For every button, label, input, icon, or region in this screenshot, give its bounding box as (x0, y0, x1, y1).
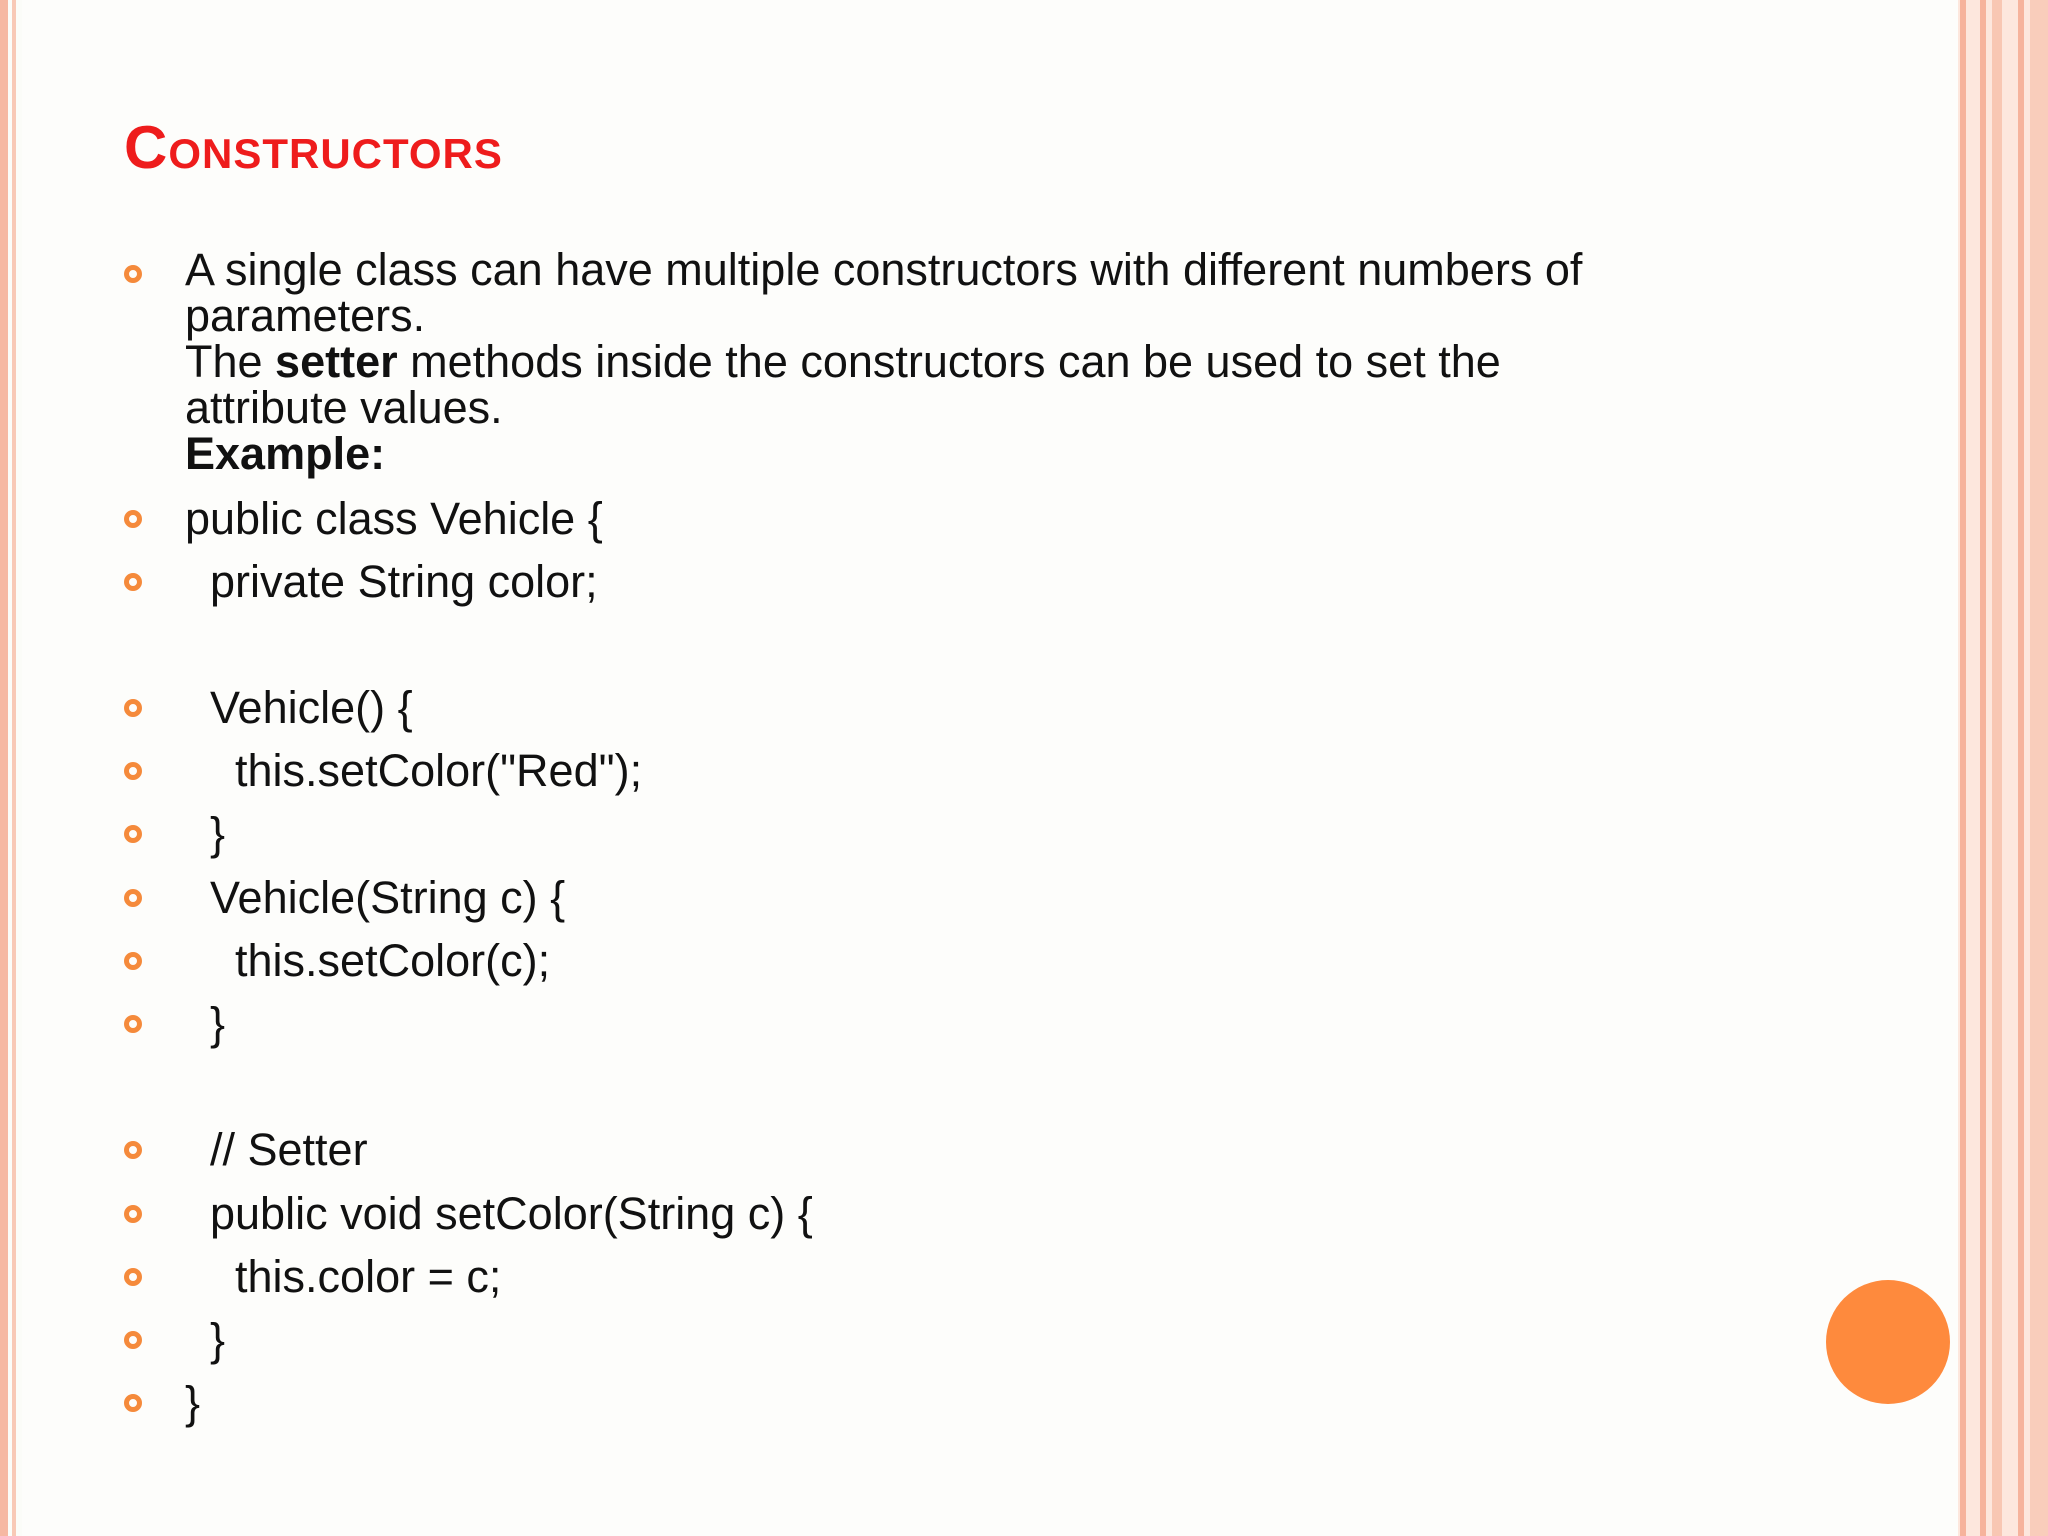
intro-line: A single class can have multiple constructors with different numbers of (185, 244, 1583, 295)
bullet-circle-icon (124, 510, 142, 528)
code-line: this.color = c; (185, 1251, 502, 1302)
setter-keyword: setter (275, 336, 398, 387)
right-border-stripe (2018, 0, 2024, 1536)
left-border-stripe (0, 0, 8, 1536)
bullet-circle-icon (124, 762, 142, 780)
bullet-circle-icon (124, 1141, 142, 1159)
code-line: public void setColor(String c) { (185, 1188, 813, 1239)
code-line: } (185, 808, 226, 859)
code-line: public class Vehicle { (185, 493, 603, 544)
right-border-stripe (2030, 0, 2048, 1536)
bullet-circle-icon (124, 573, 142, 591)
code-line: this.setColor(c); (185, 935, 551, 986)
intro-text-segment: The (185, 336, 276, 387)
bullet-circle-icon (124, 1394, 142, 1412)
intro-line: attribute values. (185, 382, 503, 433)
bullet-circle-icon (124, 825, 142, 843)
bullet-circle-icon (124, 265, 142, 283)
intro-text-segment: methods inside the constructors can be used to set the (397, 336, 1501, 387)
intro-line: parameters. (185, 290, 426, 341)
example-label: Example: (185, 428, 386, 479)
bullet-circle-icon (124, 1268, 142, 1286)
code-line: } (185, 1377, 201, 1428)
bullet-circle-icon (124, 1331, 142, 1349)
code-line: } (185, 1314, 226, 1365)
code-line: Vehicle(String c) { (185, 872, 566, 923)
code-line: Vehicle() { (185, 682, 413, 733)
bullet-circle-icon (124, 699, 142, 717)
right-border-stripe (1992, 0, 2002, 1536)
bullet-circle-icon (124, 889, 142, 907)
code-line: this.setColor("Red"); (185, 745, 643, 796)
code-line: // Setter (185, 1124, 368, 1175)
bullet-circle-icon (124, 952, 142, 970)
right-border-stripe (1980, 0, 1986, 1536)
accent-circle (1826, 1280, 1950, 1404)
slide-title: Constructors (124, 114, 503, 181)
bullet-circle-icon (124, 1015, 142, 1033)
bullet-text (185, 244, 1785, 479)
right-border-stripe (1960, 0, 1966, 1536)
code-line: } (185, 998, 226, 1049)
intro-line-setter (185, 336, 1785, 387)
left-border-stripe-thin (12, 0, 16, 1536)
code-line: private String color; (185, 556, 598, 607)
bullet-circle-icon (124, 1205, 142, 1223)
